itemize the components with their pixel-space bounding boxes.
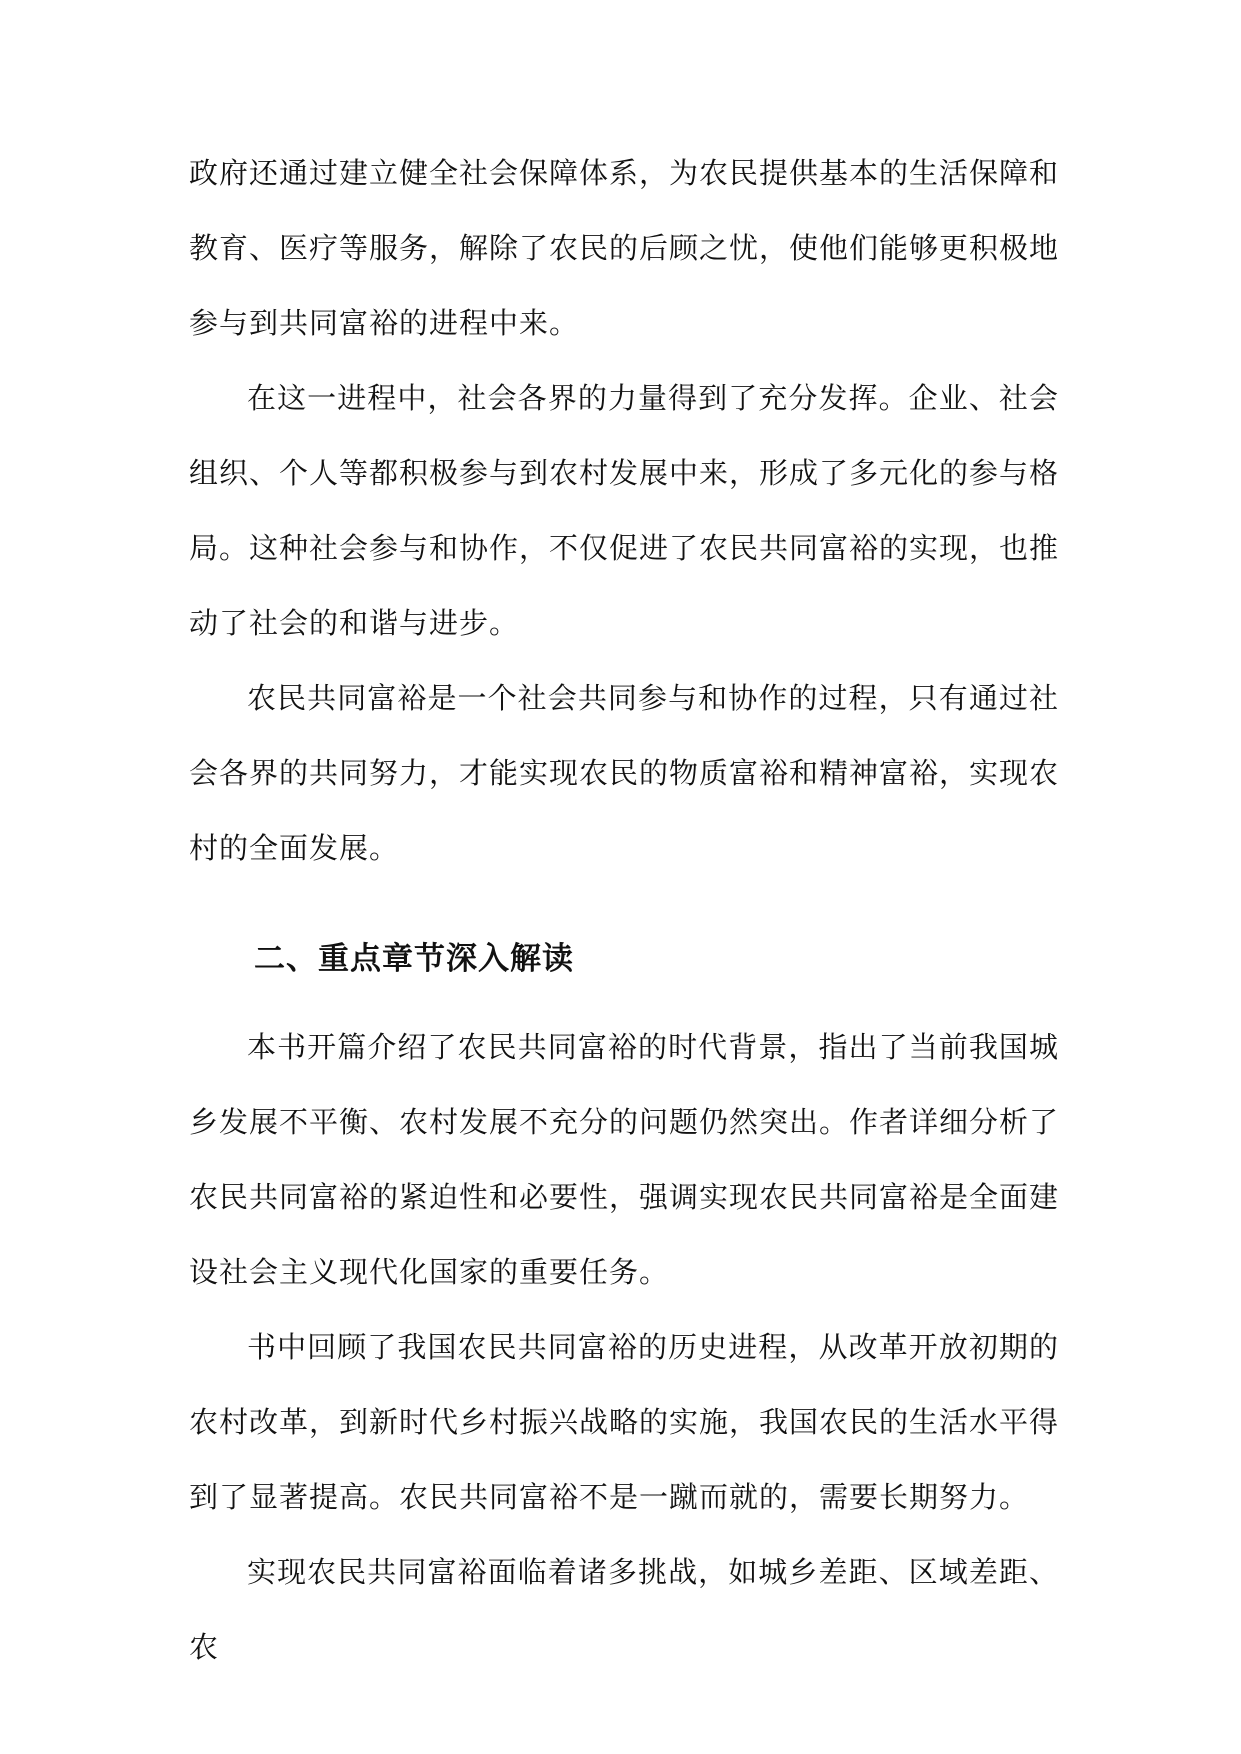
section-heading: 二、重点章节深入解读 xyxy=(254,941,574,977)
paragraph-challenges: 实现农民共同富裕面临着诸多挑战，如城乡差距、区域差距、农 xyxy=(189,1555,1059,1664)
paragraph-social-participation: 在这一进程中，社会各界的力量得到了充分发挥。企业、社会组织、个人等都积极参与到农村发展中来，形成了多元化的参与格局。这种社会参与和协作，不仅促进了农民共同富裕的实现，也推动了社会的和谐与进步。 xyxy=(189,381,1060,640)
paragraph-social-security: 政府还通过建立健全社会保障体系，为农民提供基本的生活保障和教育、医疗等服务，解除了农民的后顾之忧，使他们能够更积极地参与到共同富裕的进程中来。 xyxy=(189,156,1060,340)
paragraph-history: 书中回顾了我国农民共同富裕的历史进程，从改革开放初期的农村改革，到新时代乡村振兴战略的实施，我国农民的生活水平得到了显著提高。农民共同富裕不是一蹴而就的，需要长期努力。 xyxy=(189,1330,1060,1514)
paragraph-background: 本书开篇介绍了农民共同富裕的时代背景，指出了当前我国城乡发展不平衡、农村发展不充分的问题仍然突出。作者详细分析了农民共同富裕的紧迫性和必要性，强调实现农民共同富裕是全面建设社会主义现代化国家的重要任务。 xyxy=(189,1030,1060,1289)
paragraph-common-prosperity-process: 农民共同富裕是一个社会共同参与和协作的过程，只有通过社会各界的共同努力，才能实现农民的物质富裕和精神富裕，实现农村的全面发展。 xyxy=(189,681,1060,865)
